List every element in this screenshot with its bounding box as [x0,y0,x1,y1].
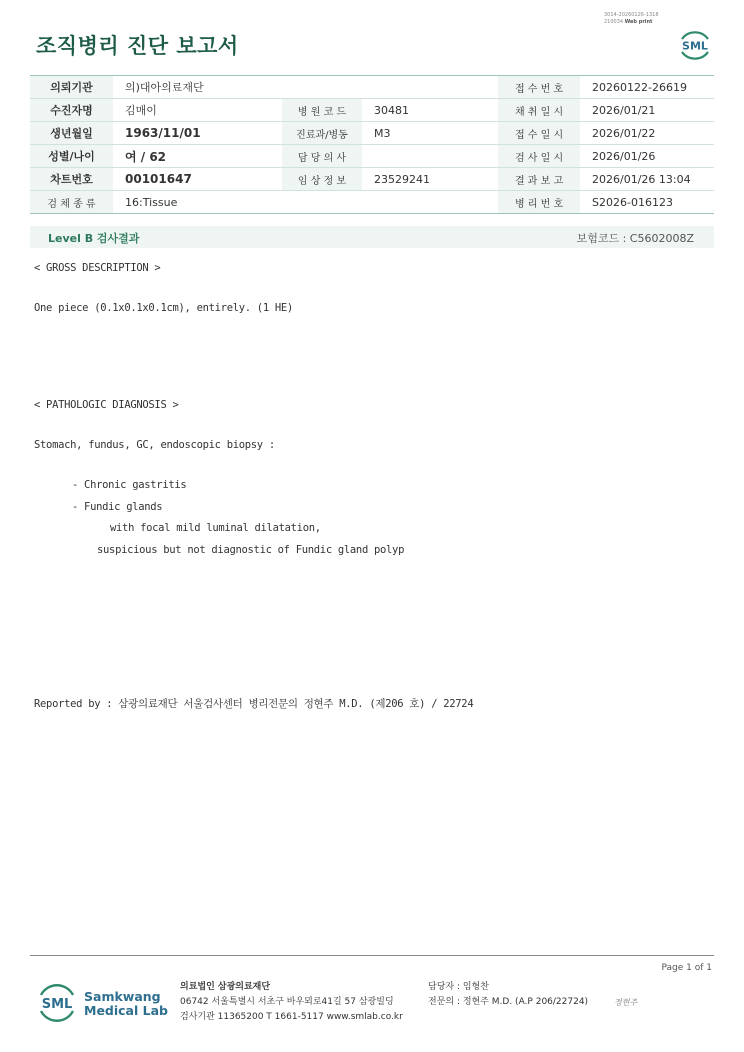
brand-name-line2: Medical Lab [84,1003,168,1018]
label-requesting-institution: 의뢰기관 [30,76,113,99]
info-row [30,99,714,122]
physician [362,145,498,168]
label-birth-date: 생년월일 [30,122,113,145]
diagnosis-detail: suspicious but not diagnostic of Fundic gland polyp [97,544,405,556]
print-label: Web print [624,19,653,25]
sml-logo [676,26,714,64]
signature: 정현주 [614,998,638,1007]
result-title: Level B 검사결과 [48,232,140,245]
accession-number: 20260122-26619 [580,76,714,99]
label-hospital-code: 병 원 코 드 [282,99,362,122]
brand-name [84,990,168,1018]
insurance-code: 보험코드 : C5602008Z [576,232,694,245]
department: M3 [362,122,498,145]
collection-date: 2026/01/21 [580,99,714,122]
label-specimen-type: 검 체 종 류 [30,191,113,214]
label-accession-number: 접 수 번 호 [498,76,580,99]
diagnosis-header: < PATHOLOGIC DIAGNOSIS > [34,399,179,411]
requesting-institution: 의)대아의료재단 [113,76,498,99]
info-row [30,76,714,99]
label-patient-name: 수진자명 [30,99,113,122]
sml-logo-text: SML [682,39,708,53]
patient-info-table [30,75,714,214]
diagnosis-item: - Chronic gastritis [72,479,187,491]
label-test-date: 검 사 일 시 [498,145,580,168]
result-report-date: 2026/01/26 13:04 [580,168,714,191]
label-collection-date: 채 취 일 시 [498,99,580,122]
gross-description-header: < GROSS DESCRIPTION > [34,262,161,274]
diagnosis-site: Stomach, fundus, GC, endoscopic biopsy : [34,439,275,451]
info-row [30,191,714,214]
chart-number: 00101647 [113,168,282,191]
receipt-date: 2026/01/22 [580,122,714,145]
org-address: 06742 서울특별시 서초구 바우뫼로41길 57 삼광빌딩 [180,997,394,1007]
patient-name: 김매이 [113,99,282,122]
test-date: 2026/01/26 [580,145,714,168]
sml-logo-footer [36,980,78,1026]
info-row [30,168,714,191]
info-row [30,145,714,168]
label-department: 진료과/병동 [282,122,362,145]
sml-footer-logo-text: SML [41,997,73,1012]
pathology-number: S2026-016123 [580,191,714,214]
print-code: 210034 [604,19,624,25]
print-id: 3014-20260126-1318 [604,12,659,18]
specialist: 전문의 : 정현주 M.D. (A.P 206/22724) [428,997,589,1007]
label-receipt-date: 접 수 일 시 [498,122,580,145]
label-clinical-info: 임 상 정 보 [282,168,362,191]
result-header [30,226,714,248]
footer-staff [428,980,588,1010]
label-chart-number: 차트번호 [30,168,113,191]
reported-by: Reported by : 삼광의료재단 서울검사센터 병리전문의 정현주 M.D. (제206 호) / 22724 [34,698,474,710]
page-title: 조직병리 진단 보고서 [36,34,239,58]
org-name: 의료법인 삼광의료재단 [180,982,271,992]
label-sex-age: 성별/나이 [30,145,113,168]
print-meta [604,12,659,26]
sex-age: 여 / 62 [113,145,282,168]
hospital-code: 30481 [362,99,498,122]
print-code-line [604,19,659,26]
info-row [30,122,714,145]
birth-date: 1963/11/01 [113,122,282,145]
diagnosis-detail: with focal mild luminal dilatation, [110,522,321,534]
org-contact: 검사기관 11365200 T 1661-5117 www.smlab.co.kr [180,1012,403,1022]
footer-divider [30,955,714,956]
label-physician: 담 당 의 사 [282,145,362,168]
brand-name-line1: Samkwang [84,989,161,1004]
label-pathology-number: 병 리 번 호 [498,191,580,214]
specimen-type: 16:Tissue [113,191,498,214]
label-result-report: 결 과 보 고 [498,168,580,191]
staff-in-charge: 담당자 : 임형찬 [428,982,489,992]
gross-description-text: One piece (0.1x0.1x0.1cm), entirely. (1 HE) [34,302,293,314]
clinical-info: 23529241 [362,168,498,191]
footer-organization [180,980,403,1025]
diagnosis-item: - Fundic glands [72,501,163,513]
page-number: Page 1 of 1 [661,963,712,973]
